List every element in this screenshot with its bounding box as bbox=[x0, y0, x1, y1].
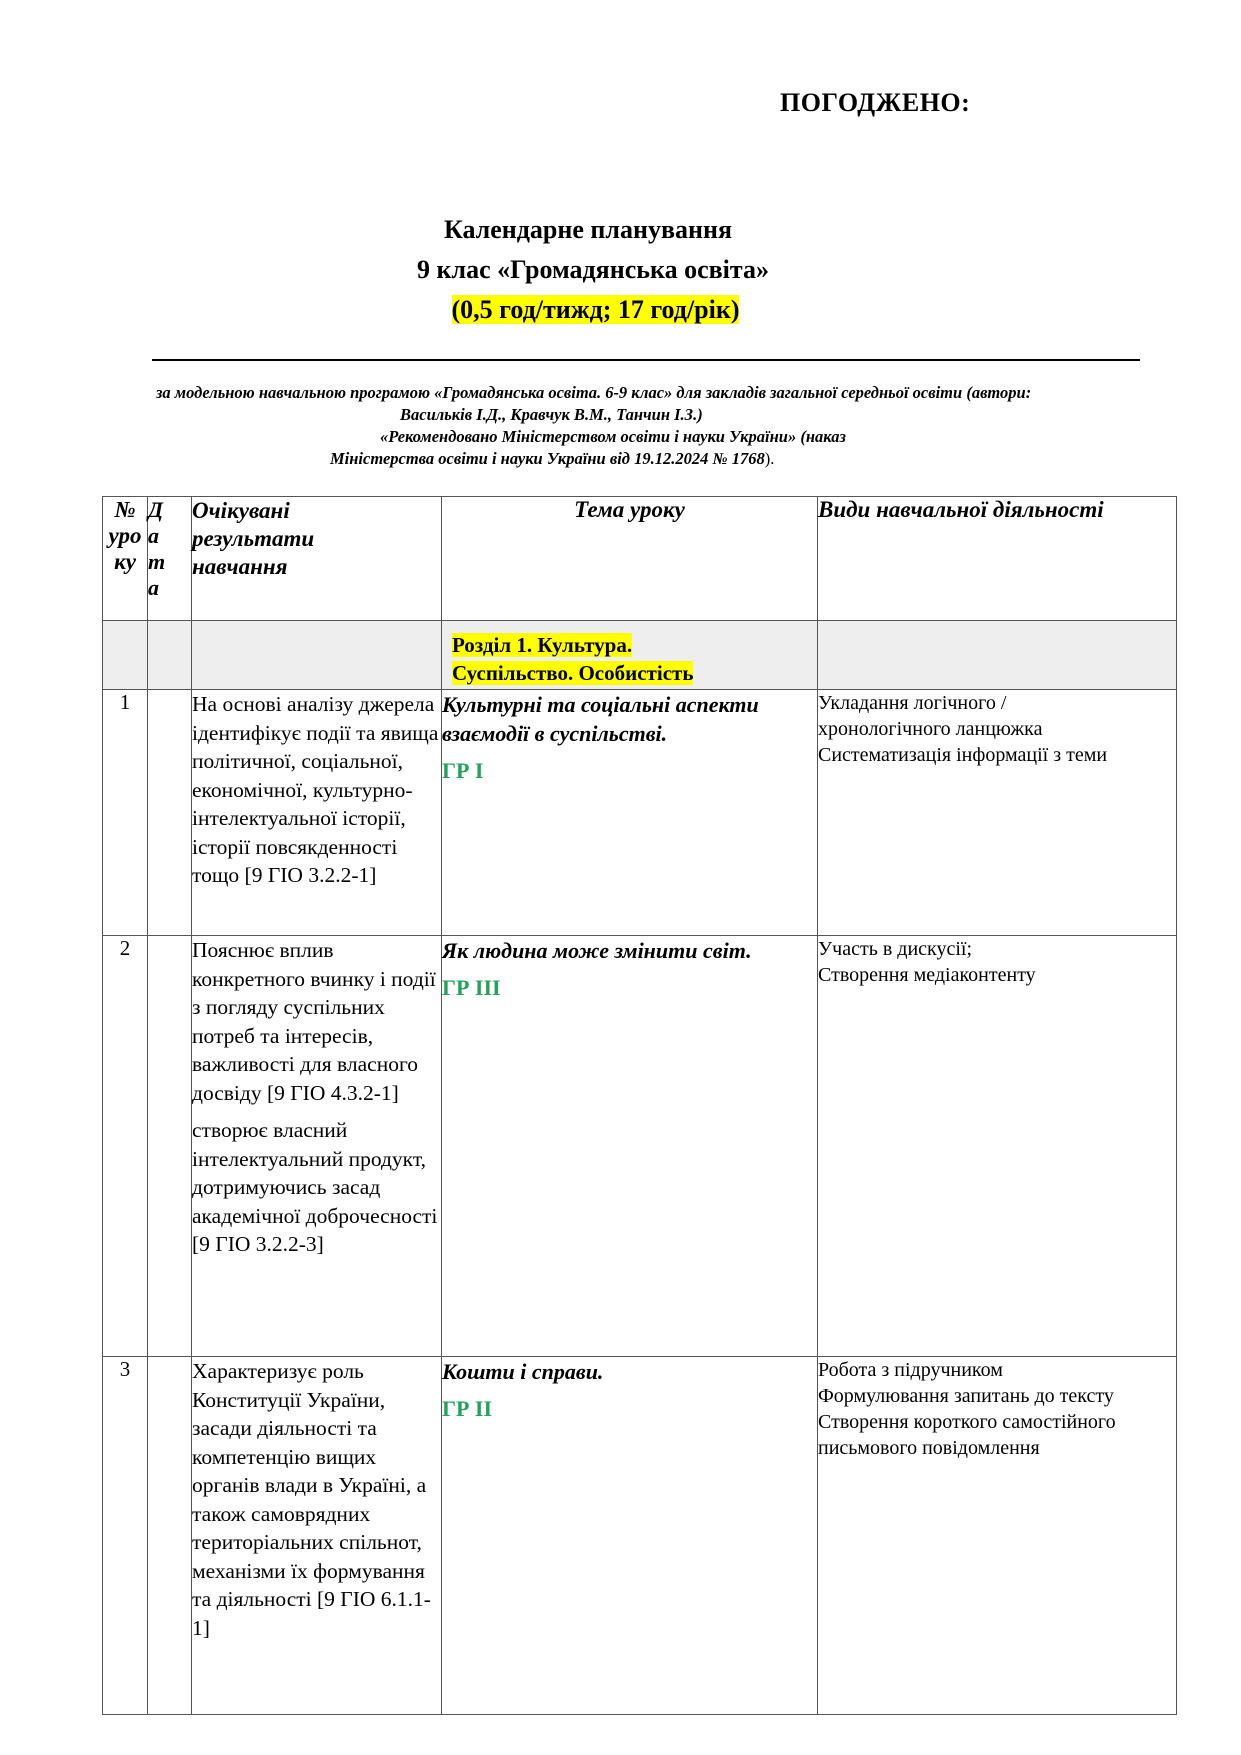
hours-highlight: (0,5 год/тижд; 17 год/рік) bbox=[451, 295, 740, 324]
activity-item: письмового повідомлення bbox=[818, 1437, 1040, 1459]
lesson-topic bbox=[442, 936, 818, 1357]
activity-item: Участь в дискусії; bbox=[818, 938, 973, 960]
table-row bbox=[103, 1357, 1177, 1715]
activity-item: хронологічного ланцюжка bbox=[818, 718, 1043, 740]
header-results-l3: навчання bbox=[192, 554, 288, 579]
program-note-line-2: Васильків І.Д., Кравчук В.М., Танчин І.З.) bbox=[400, 405, 703, 424]
activity-item: Формулювання запитань до тексту bbox=[818, 1385, 1114, 1407]
header-topic: Тема уроку bbox=[442, 497, 818, 621]
header-date-l4: а bbox=[148, 575, 159, 600]
topic-name: Культурні та соціальні аспекти взаємодії в суспільстві. bbox=[442, 692, 759, 746]
lesson-topic bbox=[442, 690, 818, 936]
header-num-l2: уро bbox=[108, 523, 142, 548]
section-title-line-1: Розділ 1. Культура. bbox=[452, 633, 633, 657]
header-date-l3: т bbox=[148, 549, 166, 574]
group-label: ГР І bbox=[442, 758, 484, 783]
expected-results bbox=[192, 690, 442, 936]
header-results-l2: результати bbox=[192, 526, 315, 551]
header-num-l1: № bbox=[114, 497, 136, 522]
group-label: ГР ІІ bbox=[442, 1396, 493, 1421]
table-header-row bbox=[103, 497, 1177, 621]
result-text: створює власний інтелектуальний продукт, дотримуючись засад академічної доброчесності [9 ГІО 3.2.2-3] bbox=[192, 1118, 438, 1256]
group-label: ГР ІІІ bbox=[442, 975, 501, 1000]
result-text: Характеризує роль Конституції України, засади діяльності та компетенцію вищих органів влади в Україні, а також самоврядних територіальних спільнот, механізми їх формування та діяльності [9 ГІО 6.1.1-1] bbox=[192, 1359, 431, 1640]
header-expected-results bbox=[192, 497, 442, 621]
header-date-l2: а bbox=[148, 523, 159, 548]
section-cell-num bbox=[103, 621, 148, 690]
section-row bbox=[103, 621, 1177, 690]
result-text: На основі аналізу джерела ідентифікує події та явища політичної, соціальної, економічної, культурно-інтелектуальної історії, історії повсякденності тощо [9 ГІО 3.2.2-1] bbox=[192, 692, 439, 887]
expected-results bbox=[192, 1357, 442, 1715]
topic-name: Кошти і справи. bbox=[442, 1359, 604, 1384]
title-line-1: Календарне планування bbox=[443, 215, 733, 244]
section-cell-date bbox=[148, 621, 192, 690]
expected-results bbox=[192, 936, 442, 1357]
section-title-line-2: Суспільство. Особистість bbox=[452, 661, 694, 685]
table-row bbox=[103, 936, 1177, 1357]
table-row bbox=[103, 690, 1177, 936]
section-title-cell bbox=[442, 621, 818, 690]
header-date-l1: Д bbox=[148, 497, 164, 522]
header-num-l3: ку bbox=[114, 549, 136, 574]
program-note-line-1: за модельною навчальною програмою «Громадянська освіта. 6-9 клас» для закладів загальної середньої освіти (автори: bbox=[156, 383, 1032, 402]
title-line-2: 9 клас «Громадянська освіта» bbox=[417, 255, 769, 284]
activity-item: Систематизація інформації з теми bbox=[818, 744, 1108, 766]
header-lesson-number bbox=[103, 497, 148, 621]
title-line-3 bbox=[0, 290, 1241, 330]
learning-activities bbox=[818, 1357, 1177, 1715]
title-divider bbox=[152, 359, 1140, 361]
program-note bbox=[150, 382, 1160, 470]
result-text: Пояснює вплив конкретного вчинку і події з погляду суспільних потреб та інтересів, важливості для власного досвіду [9 ГІО 4.3.2-1] bbox=[192, 938, 436, 1105]
activity-item: Створення короткого самостійного bbox=[818, 1411, 1116, 1433]
activity-item: Створення медіаконтенту bbox=[818, 964, 1036, 986]
lesson-date bbox=[148, 690, 192, 936]
header-activities: Види навчальної діяльності bbox=[818, 497, 1177, 621]
agreed-label: ПОГОДЖЕНО: bbox=[780, 88, 971, 117]
lesson-number: 3 bbox=[103, 1357, 148, 1715]
learning-activities bbox=[818, 936, 1177, 1357]
learning-activities bbox=[818, 690, 1177, 936]
lesson-number: 1 bbox=[103, 690, 148, 936]
program-note-line-4 bbox=[150, 448, 1160, 470]
header-results-l1: Очікувані bbox=[192, 498, 290, 523]
activity-item: Укладання логічного / bbox=[818, 692, 1007, 714]
section-cell-results bbox=[192, 621, 442, 690]
topic-name: Як людина може змінити світ. bbox=[442, 938, 752, 963]
header-date bbox=[148, 497, 192, 621]
document-title bbox=[0, 210, 1241, 330]
order-reference-tail: ). bbox=[764, 449, 775, 468]
lesson-topic bbox=[442, 1357, 818, 1715]
order-reference: Міністерства освіти і науки України від 19.12.2024 № 1768 bbox=[330, 449, 765, 468]
lesson-number: 2 bbox=[103, 936, 148, 1357]
program-note-line-3: «Рекомендовано Міністерством освіти і науки України» (наказ bbox=[380, 427, 846, 446]
section-cell-activities bbox=[818, 621, 1177, 690]
activity-item: Робота з підручником bbox=[818, 1359, 1003, 1381]
lesson-date bbox=[148, 936, 192, 1357]
lesson-plan-table bbox=[102, 496, 1177, 1715]
lesson-date bbox=[148, 1357, 192, 1715]
section-title bbox=[442, 621, 817, 687]
